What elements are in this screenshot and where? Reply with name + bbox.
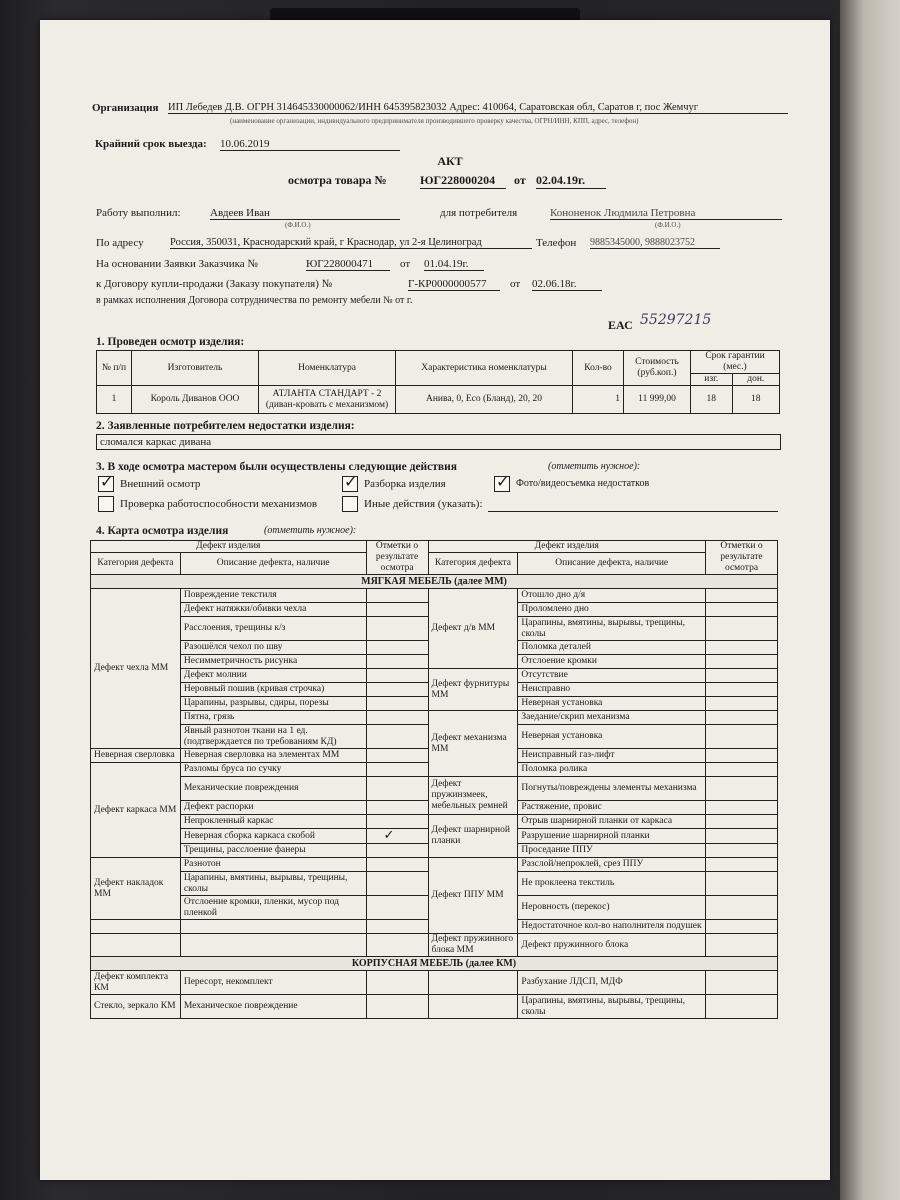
- left-defect-category: Дефект накладок ММ: [91, 858, 181, 920]
- act-from: от: [514, 173, 526, 187]
- table-row: [91, 934, 778, 957]
- case-right-description: Разбухание ЛДСП, МДФ: [518, 971, 706, 995]
- left-defect-mark: [366, 749, 428, 763]
- checkmark-icon: ✓: [100, 474, 114, 491]
- left-defect-mark: [366, 763, 428, 777]
- case-left-mark: [366, 971, 428, 995]
- right-defect-mark: [706, 641, 778, 655]
- col-price: Стоимость (руб.коп.): [624, 351, 691, 386]
- case-right-category: [428, 971, 518, 995]
- right-defect-description: Неисправно: [518, 683, 706, 697]
- col-warranty-mfr: изг.: [691, 374, 733, 386]
- case-left-mark: [366, 995, 428, 1019]
- table-row: [91, 995, 778, 1019]
- right-category-header: Категория дефекта: [428, 553, 518, 575]
- right-defect-category: Дефект ППУ ММ: [428, 858, 518, 934]
- table-row: [91, 815, 778, 829]
- left-defect-header: Дефект изделия: [91, 541, 367, 553]
- right-defect-description: Царапины, вмятины, вырывы, трещины, сколы: [518, 617, 706, 641]
- checkbox-external-inspection: [98, 476, 114, 492]
- left-defect-mark: [366, 896, 428, 920]
- col-manufacturer: Изготовитель: [132, 351, 259, 386]
- left-defect-mark: [366, 641, 428, 655]
- col-number: № п/п: [97, 351, 132, 386]
- right-description-header: Описание дефекта, наличие: [518, 553, 706, 575]
- right-defect-mark: [706, 655, 778, 669]
- left-defect-description: Дефект натяжки/обивки чехла: [180, 603, 366, 617]
- right-defect-mark: [706, 934, 778, 957]
- left-defect-description: Явный разнотон ткани на 1 ед. (подтверждается по требованиям КД): [180, 725, 366, 749]
- case-right-description: Царапины, вмятины, вырывы, трещины, сколы: [518, 995, 706, 1019]
- cell-characteristics: Анива, 0, Eco (Бланд), 20, 20: [396, 386, 573, 414]
- left-defect-mark: [366, 711, 428, 725]
- right-defect-mark: [706, 896, 778, 920]
- empty-cell: [366, 934, 428, 957]
- right-defect-description: Дефект пружинного блока: [518, 934, 706, 957]
- order-date: 01.04.19г.: [424, 258, 484, 271]
- cell-manufacturer: Король Диванов ООО: [132, 386, 259, 414]
- table-row: [91, 777, 778, 801]
- phone-label: Телефон: [536, 237, 577, 249]
- right-defect-mark: [706, 777, 778, 801]
- right-defect-mark: [706, 763, 778, 777]
- left-defect-mark: [366, 589, 428, 603]
- checkmark-icon: ✓: [496, 474, 510, 491]
- org-value: ИП Лебедев Д.В. ОГРН 314645330000062/ИНН 645395823032 Адрес: 410064, Саратовская обл, Саратов г, пос Жемчуг: [168, 102, 788, 114]
- right-defect-description: Погнуты/повреждены элементы механизма: [518, 777, 706, 801]
- right-defect-mark: [706, 725, 778, 749]
- inspection-row: [97, 386, 780, 414]
- left-defect-description: Отслоение кромки, пленки, мусор под пленкой: [180, 896, 366, 920]
- right-defect-category: Дефект механизма ММ: [428, 711, 518, 777]
- left-marks-header: Отметки о результате осмотра: [366, 541, 428, 575]
- right-defect-description: Отрыв шарнирной планки от каркаса: [518, 815, 706, 829]
- right-defect-description: Растяжение, провис: [518, 801, 706, 815]
- label-disassembly: Разборка изделия: [364, 478, 446, 490]
- section4-title: 4. Карта осмотра изделия: [96, 525, 229, 537]
- section3-title: 3. В ходе осмотра мастером были осуществлены следующие действия: [96, 461, 457, 473]
- right-defect-description: Неверная установка: [518, 725, 706, 749]
- table-row: [91, 711, 778, 725]
- right-defect-mark: [706, 589, 778, 603]
- org-hint: (наименование организации, индивидуального предпринимателя производившего проверку качества, ОГРН/ИНН, КПП, адрес, телефон): [230, 117, 639, 125]
- right-defect-mark: [706, 872, 778, 896]
- empty-cell: [180, 920, 366, 934]
- left-defect-category: Дефект каркаса ММ: [91, 763, 181, 858]
- left-description-header: Описание дефекта, наличие: [180, 553, 366, 575]
- col-warranty: Срок гарантии (мес.): [691, 351, 780, 374]
- section4-hint: (отметить нужное):: [264, 525, 357, 536]
- col-warranty-extra: дон.: [732, 374, 779, 386]
- section1-title: 1. Проведен осмотр изделия:: [96, 336, 245, 348]
- act-number: ЮГ228000204: [420, 173, 506, 189]
- empty-cell: [180, 934, 366, 957]
- right-defect-mark: [706, 844, 778, 858]
- left-defect-mark: [366, 844, 428, 858]
- right-defect-description: Проседание ППУ: [518, 844, 706, 858]
- left-defect-mark: [366, 669, 428, 683]
- left-defect-description: Механические повреждения: [180, 777, 366, 801]
- order-number: ЮГ228000471: [306, 258, 390, 271]
- table-row: [91, 971, 778, 995]
- left-defect-mark: [366, 872, 428, 896]
- left-category-header: Категория дефекта: [91, 553, 181, 575]
- cell-qty: 1: [573, 386, 624, 414]
- address-value: Россия, 350031, Краснодарский край, г Краснодар, ул 2-я Целиноград: [170, 237, 532, 249]
- right-defect-description: Отсутствие: [518, 669, 706, 683]
- right-defect-mark: [706, 829, 778, 844]
- deadline-label: Крайний срок выезда:: [95, 138, 207, 150]
- right-defect-description: Поломка деталей: [518, 641, 706, 655]
- right-defect-description: Проломлено дно: [518, 603, 706, 617]
- left-defect-mark: [366, 858, 428, 872]
- consumer-label: для потребителя: [440, 207, 518, 219]
- empty-cell: [366, 920, 428, 934]
- right-defect-description: Неровность (перекос): [518, 896, 706, 920]
- right-defect-mark: [706, 711, 778, 725]
- empty-cell: [91, 934, 181, 957]
- left-defect-mark: [366, 683, 428, 697]
- contract-date: 02.06.18г.: [532, 278, 602, 291]
- left-defect-description: Расслоения, трещины к/з: [180, 617, 366, 641]
- empty-cell: [91, 920, 181, 934]
- right-defect-description: Отошло дно д/я: [518, 589, 706, 603]
- right-defect-mark: [706, 697, 778, 711]
- section2-title: 2. Заявленные потребителем недостатки изделия:: [96, 420, 355, 432]
- band-case-furniture: КОРПУСНАЯ МЕБЕЛЬ (далее КМ): [91, 957, 778, 971]
- eac-label: ЕАС: [608, 318, 633, 332]
- defect-map-table: [90, 540, 778, 1019]
- left-defect-description: Разошёлся чехол по шву: [180, 641, 366, 655]
- col-characteristics: Характеристика номенклатуры: [396, 351, 573, 386]
- left-defect-mark: [366, 697, 428, 711]
- table-row: [91, 589, 778, 603]
- left-defect-mark: [366, 777, 428, 801]
- left-defect-description: Дефект молнии: [180, 669, 366, 683]
- left-defect-description: Разломы бруса по сучку: [180, 763, 366, 777]
- left-defect-description: Царапины, вмятины, вырывы, трещины, сколы: [180, 872, 366, 896]
- right-defect-mark: [706, 669, 778, 683]
- col-qty: Кол-во: [573, 351, 624, 386]
- left-defect-description: Несимметричность рисунка: [180, 655, 366, 669]
- worker-value: Авдеев Иван: [210, 207, 400, 220]
- right-defect-description: Недостаточное кол-во наполнителя подушек: [518, 920, 706, 934]
- right-defect-mark: [706, 858, 778, 872]
- checkbox-other: [342, 496, 358, 512]
- right-defect-mark: [706, 920, 778, 934]
- label-photo: Фото/видеосъемка недостатков: [516, 478, 650, 489]
- order-label: На основании Заявки Заказчика №: [96, 258, 258, 270]
- right-marks-header: Отметки о результате осмотра: [706, 541, 778, 575]
- cell-price: 11 999,00: [624, 386, 691, 414]
- org-label: Организация: [92, 102, 159, 114]
- right-defect-description: Неверная установка: [518, 697, 706, 711]
- phone-value: 9885345000, 9888023752: [590, 237, 720, 249]
- inspection-act-sheet: [40, 20, 830, 1180]
- left-defect-description: Неверная сборка каркаса скобой: [180, 829, 366, 844]
- case-left-category: Дефект комплекта КМ: [91, 971, 181, 995]
- coop-label: в рамках исполнения Договора сотрудничества по ремонту мебели № от г.: [96, 295, 413, 306]
- case-right-mark: [706, 995, 778, 1019]
- right-defect-mark: [706, 683, 778, 697]
- eac-handwritten-value: 55297215: [640, 312, 712, 328]
- checkmark-icon: ✓: [383, 827, 395, 842]
- case-right-mark: [706, 971, 778, 995]
- left-defect-description: Разнотон: [180, 858, 366, 872]
- cell-number: 1: [97, 386, 132, 414]
- contract-from: от: [510, 278, 521, 290]
- table-row: [91, 858, 778, 872]
- right-defect-description: Разслой/непроклей, срез ППУ: [518, 858, 706, 872]
- right-defect-category: Дефект д/в ММ: [428, 589, 518, 669]
- right-defect-description: Разрушение шарнирной планки: [518, 829, 706, 844]
- contract-label: к Договору купли-продажи (Заказу покупателя) №: [96, 278, 333, 290]
- right-defect-mark: [706, 815, 778, 829]
- left-defect-description: Непрокленный каркас: [180, 815, 366, 829]
- checkbox-photo: [494, 476, 510, 492]
- left-defect-description: Царапины, разрывы, сдиры, порезы: [180, 697, 366, 711]
- label-external-inspection: Внешний осмотр: [120, 478, 201, 490]
- worker-label: Работу выполнил:: [96, 207, 181, 219]
- other-actions-line: [488, 510, 778, 512]
- left-defect-description: Повреждение текстиля: [180, 589, 366, 603]
- table-row: [91, 669, 778, 683]
- right-defect-description: Поломка ролика: [518, 763, 706, 777]
- right-defect-category: Дефект пружинзмеек, мебельных ремней: [428, 777, 518, 815]
- left-defect-description: Неровный пошив (кривая строчка): [180, 683, 366, 697]
- case-left-description: Пересорт, некомплект: [180, 971, 366, 995]
- right-defect-mark: [706, 749, 778, 763]
- checkmark-icon: ✓: [344, 474, 358, 491]
- right-defect-mark: [706, 801, 778, 815]
- contract-number: Г-КР0000000577: [408, 278, 500, 291]
- left-defect-description: Трещины, расслоение фанеры: [180, 844, 366, 858]
- right-defect-category: Дефект пружинного блока ММ: [428, 934, 518, 957]
- checkbox-disassembly: [342, 476, 358, 492]
- inspection-table: [96, 350, 780, 414]
- cell-warranty-mfr: 18: [691, 386, 733, 414]
- act-date: 02.04.19г.: [536, 173, 606, 189]
- left-defect-mark: [366, 725, 428, 749]
- folder-edge: [840, 0, 900, 1200]
- label-other: Иные действия (указать):: [364, 498, 483, 510]
- left-defect-mark: [366, 617, 428, 641]
- left-defect-mark: [366, 603, 428, 617]
- address-label: По адресу: [96, 237, 144, 249]
- left-defect-description: Дефект распорки: [180, 801, 366, 815]
- label-mechanisms: Проверка работоспособности механизмов: [120, 498, 318, 510]
- left-defect-mark: [366, 655, 428, 669]
- left-defect-category: Неверная сверловка: [91, 749, 181, 763]
- left-defect-description: Пятна, грязь: [180, 711, 366, 725]
- right-defect-description: Отслоение кромки: [518, 655, 706, 669]
- case-left-description: Механическое повреждение: [180, 995, 366, 1019]
- deadline-value: 10.06.2019: [220, 138, 400, 151]
- left-defect-description: Неверная сверловка на элементах ММ: [180, 749, 366, 763]
- case-left-category: Стекло, зеркало КМ: [91, 995, 181, 1019]
- checkbox-mechanisms: [98, 496, 114, 512]
- claimed-defects-field: сломался каркас дивана: [96, 434, 781, 450]
- order-from: от: [400, 258, 411, 270]
- section3-hint: (отметить нужное):: [548, 461, 641, 472]
- right-defect-category: Дефект шарнирной планки: [428, 815, 518, 858]
- left-defect-mark: [366, 829, 428, 844]
- case-right-category: [428, 995, 518, 1019]
- right-defect-header: Дефект изделия: [428, 541, 706, 553]
- act-title: АКТ: [437, 154, 463, 168]
- col-nomenclature: Номенклатура: [259, 351, 396, 386]
- right-defect-category: Дефект фурнитуры ММ: [428, 669, 518, 711]
- consumer-value: Кононенок Людмила Петровна: [550, 207, 782, 220]
- right-defect-mark: [706, 617, 778, 641]
- worker-fio-hint: (Ф.И.О.): [285, 221, 311, 229]
- left-defect-mark: [366, 801, 428, 815]
- band-soft-furniture: МЯГКАЯ МЕБЕЛЬ (далее ММ): [91, 575, 778, 589]
- consumer-fio-hint: (Ф.И.О.): [655, 221, 681, 229]
- right-defect-description: Не проклеена текстиль: [518, 872, 706, 896]
- cell-nomenclature: АТЛАНТА СТАНДАРТ - 2 (диван-кровать с механизмом): [259, 386, 396, 414]
- band-case-row: [91, 957, 778, 971]
- act-subtitle: осмотра товара №: [288, 173, 387, 187]
- right-defect-description: Неисправный газ-лифт: [518, 749, 706, 763]
- right-defect-description: Заедание/скрип механизма: [518, 711, 706, 725]
- left-defect-category: Дефект чехла ММ: [91, 589, 181, 749]
- cell-warranty-extra: 18: [732, 386, 779, 414]
- right-defect-mark: [706, 603, 778, 617]
